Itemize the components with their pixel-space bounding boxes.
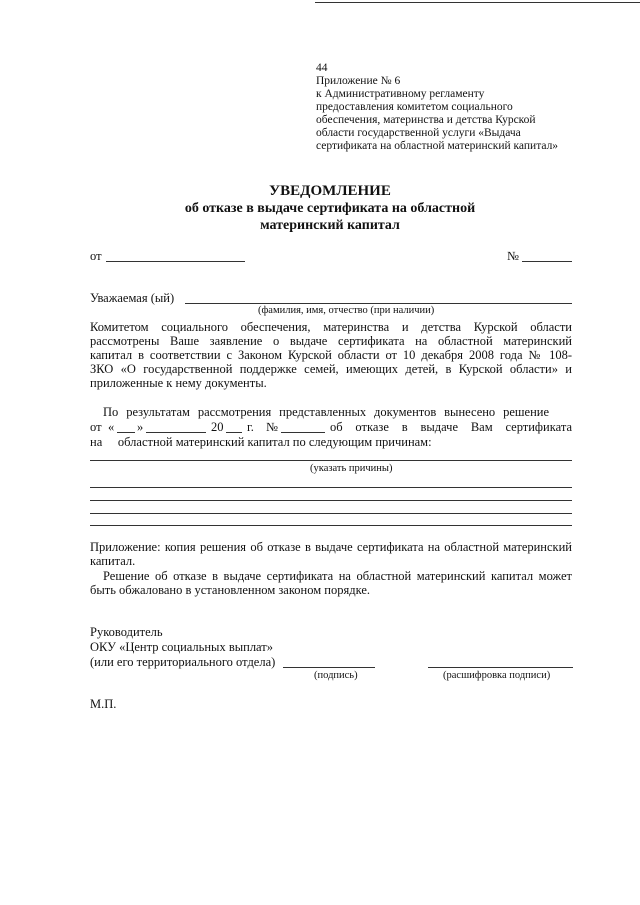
title-main: УВЕДОМЛЕНИЕ — [269, 183, 391, 199]
paragraph-line: рассмотрены Ваше заявление о выдаче сертификата на областной материнский — [90, 334, 572, 348]
paragraph-line: ЗКО «О государственной поддержке семей, имеющих детей, в Курской области» и — [90, 362, 572, 376]
signatory-org: ОКУ «Центр социальных выплат» — [90, 640, 273, 654]
addressee-caption: (фамилия, имя, отчество (при наличии) — [258, 305, 435, 316]
date-from-label: от — [90, 420, 102, 434]
day-blank[interactable] — [117, 432, 135, 433]
number-blank[interactable] — [522, 261, 572, 262]
title-sub1: об отказе в выдаче сертификата на областной — [184, 201, 476, 216]
month-blank[interactable] — [146, 432, 206, 433]
paragraph-line: капитал в соответствии с Законом Курской области от 10 декабря 2008 года № 108- — [90, 348, 572, 362]
top-rule — [315, 2, 640, 3]
signature-decode-blank[interactable] — [428, 667, 573, 668]
appendix-block — [316, 62, 558, 153]
reasons-blank[interactable] — [90, 513, 572, 514]
stamp-place: М.П. — [90, 697, 117, 711]
signature-blank[interactable] — [283, 667, 375, 668]
from-date-blank[interactable] — [106, 261, 245, 262]
document-title — [90, 182, 570, 234]
paragraph-line: приложенные к нему документы. — [90, 376, 267, 390]
signatory-dept: (или его территориального отдела) — [90, 655, 276, 669]
reasons-blank[interactable] — [90, 487, 572, 488]
addressee-label: Уважаемая (ый) — [90, 291, 175, 305]
paragraph-line: Комитетом социального обеспечения, материнства и детства Курской области — [90, 320, 572, 334]
reasons-blank[interactable] — [90, 500, 572, 501]
quote-open: « — [108, 420, 115, 434]
number-label: № — [507, 249, 519, 263]
decision-number-blank[interactable] — [281, 432, 325, 433]
signature-block — [90, 625, 275, 669]
reasons-blank[interactable] — [90, 525, 572, 526]
page-number: 44 — [316, 62, 328, 74]
appendix-line: к Административному регламенту — [316, 88, 485, 100]
appendix-line: предоставления комитетом социального — [316, 101, 513, 113]
reasons-blank[interactable] — [90, 460, 572, 461]
appeal-line: быть обжаловано в установленном законом порядке. — [90, 583, 370, 597]
appendix-line: обеспечения, материнства и детства Курской — [316, 114, 536, 126]
decision-number-sign: № — [266, 420, 278, 434]
signature-decode-caption: (расшифровка подписи) — [443, 670, 551, 681]
title-sub2: материнский капитал — [260, 218, 400, 233]
appeal-line: Решение об отказе в выдаче сертификата на областной материнский капитал может — [103, 569, 572, 583]
decision-line-1: По результатам рассмотрения представленных документов вынесено решение — [103, 405, 549, 419]
addressee-blank[interactable] — [185, 303, 572, 304]
appeal-note — [90, 569, 572, 597]
year-suffix: г. — [247, 420, 254, 434]
appendix-line: сертификата на областной материнский капитал» — [316, 140, 559, 152]
year-prefix: 20 — [211, 420, 224, 434]
reasons-caption: (указать причины) — [310, 463, 393, 474]
attachment-note — [90, 540, 572, 568]
signature-caption: (подпись) — [314, 670, 358, 681]
paragraph-1 — [90, 320, 572, 390]
attachment-line: капитал. — [90, 554, 136, 568]
appendix-line: Приложение № 6 — [316, 75, 401, 87]
decision-line-3: на областной материнский капитал по следующим причинам: — [90, 435, 432, 449]
attachment-line: Приложение: копия решения об отказе в выдаче сертификата на областной материнский — [90, 540, 572, 554]
decision-text: об отказе в выдаче Вам сертификата — [330, 420, 572, 434]
year-blank[interactable] — [226, 432, 242, 433]
decision-line-2 — [90, 420, 572, 434]
signatory-title: Руководитель — [90, 625, 163, 639]
quote-close: » — [137, 420, 144, 434]
appendix-line: области государственной услуги «Выдача — [316, 127, 521, 139]
from-label: от — [90, 249, 102, 263]
